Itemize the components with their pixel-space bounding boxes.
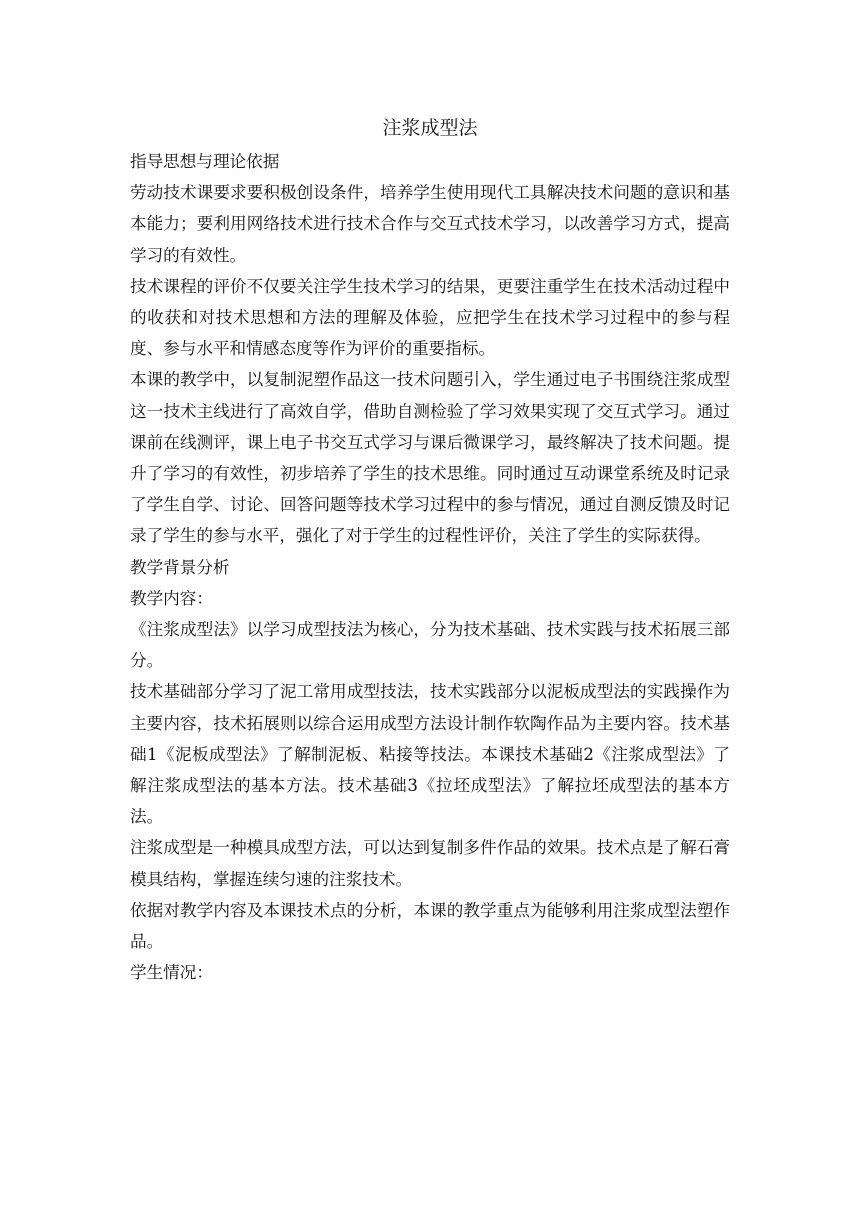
- paragraph-6: 注浆成型是一种模具成型方法，可以达到复制多件作品的效果。技术点是了解石膏模具结构，掌握连续匀速的注浆技术。: [130, 838, 730, 889]
- section-heading-background: 教学背景分析: [130, 557, 230, 577]
- subheading-teaching-content: 教学内容：: [130, 588, 213, 608]
- paragraph-4: 《注浆成型法》以学习成型技法为核心，分为技术基础、技术实践与技术拓展三部分。: [130, 620, 730, 671]
- paragraph-3: 本课的教学中，以复制泥塑作品这一技术问题引入，学生通过电子书围绕注浆成型这一技术主线进行了高效自学，借助自测检验了学习效果实现了交互式学习。通过课前在线测评，课上电子书交互式学习与课后微课学习，最终解决了技术问题。提升了学习的有效性，初步培养了学生的技术思维。同时通过互动课堂系统及时记录了学生自学、讨论、回答问题等技术学习过程中的参与情况，通过自测反馈及时记录了学生的参与水平，强化了对于学生的过程性评价，关注了学生的实际获得。: [130, 370, 730, 546]
- paragraph-2: 技术课程的评价不仅要关注学生技术学习的结果，更要注重学生在技术活动过程中的收获和对技术思想和方法的理解及体验，应把学生在技术学习过程中的参与程度、参与水平和情感态度等作为评价的重要指标。: [130, 276, 730, 359]
- paragraph-5: 技术基础部分学习了泥工常用成型技法，技术实践部分以泥板成型法的实践操作为主要内容，技术拓展则以综合运用成型方法设计制作软陶作品为主要内容。技术基础1《泥板成型法》了解制泥板、粘接等技法。本课技术基础2《注浆成型法》了解注浆成型法的基本方法。技术基础3《拉坯成型法》了解拉坯成型法的基本方法。: [130, 682, 730, 827]
- section-heading-guiding-ideas: 指导思想与理论依据: [130, 152, 280, 171]
- document-body: [130, 110, 730, 988]
- paragraph-1: 劳动技术课要求要积极创设条件，培养学生使用现代工具解决技术问题的意识和基本能力；要利用网络技术进行技术合作与交互式技术学习，以改善学习方式，提高学习的有效性。: [130, 183, 730, 265]
- document-title: 注浆成型法: [382, 117, 478, 139]
- paragraph-7: 依据对教学内容及本课技术点的分析，本课的教学重点为能够利用注浆成型法塑作品。: [130, 900, 730, 952]
- subheading-student-situation: 学生情况：: [130, 963, 213, 983]
